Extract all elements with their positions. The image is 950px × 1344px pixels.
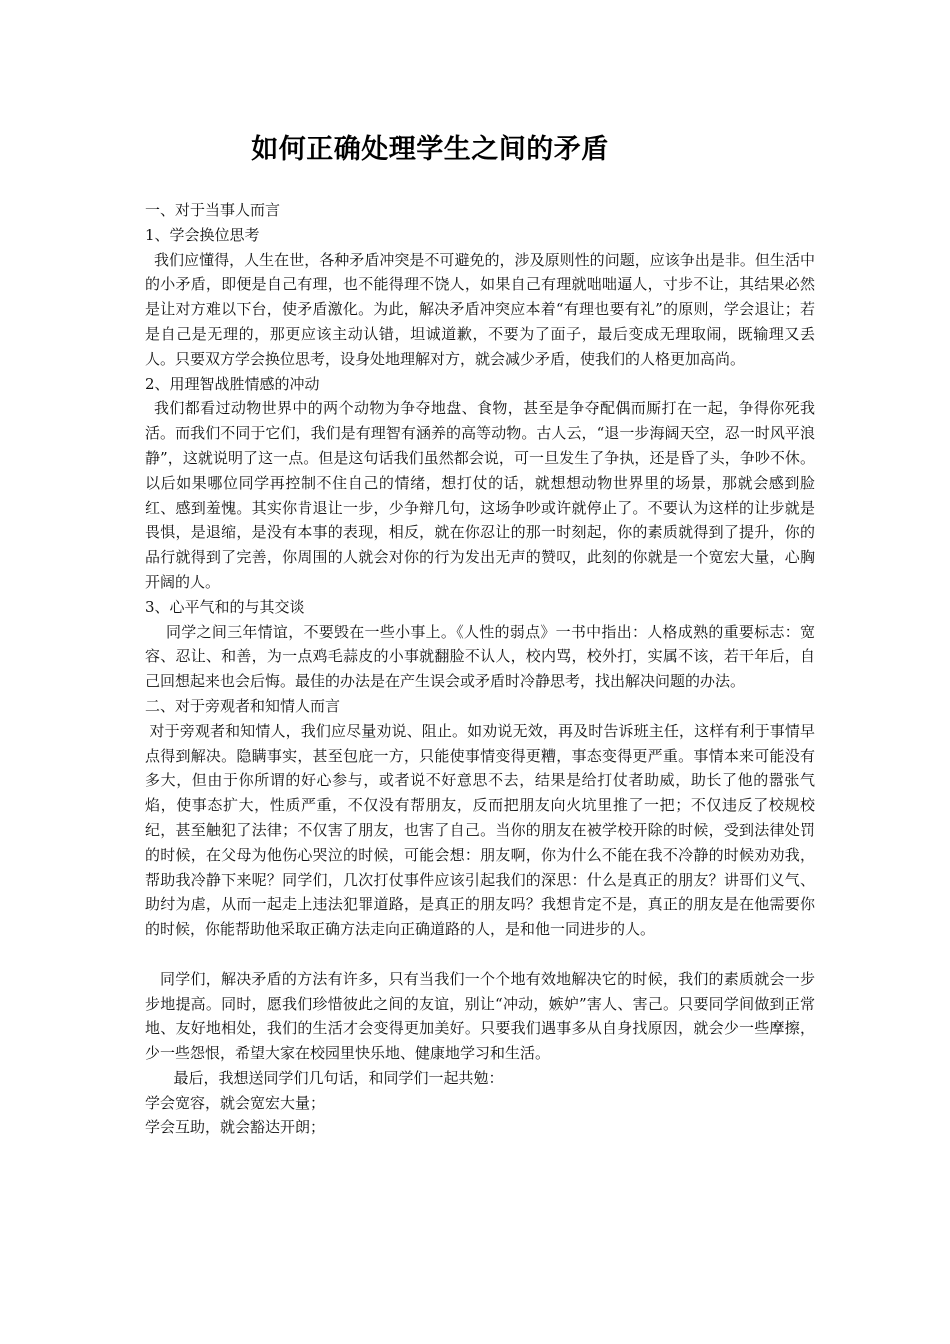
page-title: 如何正确处理学生之间的矛盾	[251, 134, 609, 165]
subsection-heading-calm-talk: 3、心平气和的与其交谈	[145, 597, 305, 616]
section-heading-part-one: 一、对于当事人而言	[145, 201, 281, 219]
motto-line-tolerance: 学会宽容，就会宽宏大量；	[145, 1093, 326, 1112]
paragraph-reason: 我们都看过动物世界中的两个动物为争夺地盘、食物，甚至是争夺配偶而厮打在一起，争得你死我活。而我们不同于它们，我们是有理智有涵养的高等动物。古人云，“退一步海阔天空，忍一时风平浪静”，这就说明了这一点。但是这句话我们虽然都会说，可一旦发生了争执，还是昏了头，争吵不休。以后如果哪位同学再控制不住自己的情绪，想打仗的话，就想想动物世界里的场景，那就会感到脸红、感到羞愧。其实你肯退让一步，少争辩几句，这场争吵或许就停止了。不要认为这样的让步就是畏惧，是退缩，是没有本事的表现，相反，就在你忍让的那一时刻起，你的素质就得到了提升，你的品行就得到了完善，你周围的人就会对你的行为发出无声的赞叹，此刻的你就是一个宽宏大量，心胸开阔的人。	[145, 399, 815, 591]
paragraph-conclusion: 同学们，解决矛盾的方法有许多，只有当我们一个个地有效地解决它的时候，我们的素质就会一步步地提高。同时，愿我们珍惜彼此之间的友谊，别让“冲动，嫉妒”害人、害己。只要同学间做到正常地、友好地相处，我们的生活才会变得更加美好。只要我们遇事多从自身找原因，就会少一些摩擦，少一些怨恨，希望大家在校园里快乐地、健康地学习和生活。	[145, 969, 815, 1063]
paragraph-spacer	[145, 942, 815, 967]
subsection-heading-reason: 2、用理智战胜情感的冲动	[145, 374, 320, 393]
paragraph-bystanders: 对于旁观者和知情人，我们应尽量劝说、阻止。如劝说无效，再及时告诉班主任，这样有利于事情早点得到解决。隐瞒事实，甚至包庇一方，只能使事情变得更糟，事态变得更严重。事情本来可能没有多大，但由于你所谓的好心参与，或者说不好意思不去，结果是给打仗者助威，助长了他的嚣张气焰，使事态扩大，性质严重，不仅没有帮朋友，反而把朋友向火坑里推了一把；不仅违反了校规校纪，甚至触犯了法律；不仅害了朋友，也害了自己。当你的朋友在被学校开除的时候，受到法律处罚的时候，在父母为他伤心哭泣的时候，可能会想：朋友啊，你为什么不能在我不冷静的时候劝劝我，帮助我冷静下来呢？同学们，几次打仗事件应该引起我们的深思：什么是真正的朋友？讲哥们义气、助纣为虐，从而一起走上违法犯罪道路，是真正的朋友吗？我想肯定不是，真正的朋友是在他需要你的时候，你能帮助他采取正确方法走向正确道路的人，是和他一同进步的人。	[145, 721, 815, 939]
paragraph-perspective: 我们应懂得，人生在世，各种矛盾冲突是不可避免的，涉及原则性的问题，应该争出是非。但生活中的小矛盾，即便是自己有理，也不能得理不饶人，如果自己有理就咄咄逼人，寸步不让，其结果必然是让对方难以下台，使矛盾激化。为此，解决矛盾冲突应本着“有理也要有礼”的原则，学会退让；若是自己是无理的，那更应该主动认错，坦诚道歉，不要为了面子，最后变成无理取闹，既输理又丢人。只要双方学会换位思考，设身处地理解对方，就会减少矛盾，使我们的人格更加高尚。	[145, 250, 815, 368]
document-body	[145, 198, 815, 1140]
motto-line-mutual-help: 学会互助，就会豁达开朗；	[145, 1118, 326, 1137]
paragraph-calm-talk: 同学之间三年情谊，不要毁在一些小事上。《人性的弱点》一书中指出：人格成熟的重要标志：宽容、忍让、和善，为一点鸡毛蒜皮的小事就翻脸不认人，校内骂，校外打，实属不该，若干年后，自己回想起来也会后悔。最佳的办法是在产生误会或矛盾时冷静思考，找出解决问题的办法。	[145, 622, 815, 691]
closing-introduction: 最后，我想送同学们几句话，和同学们一起共勉：	[173, 1068, 504, 1087]
section-heading-part-two: 二、对于旁观者和知情人而言	[145, 696, 341, 715]
subsection-heading-perspective: 1、学会换位思考	[145, 225, 260, 244]
